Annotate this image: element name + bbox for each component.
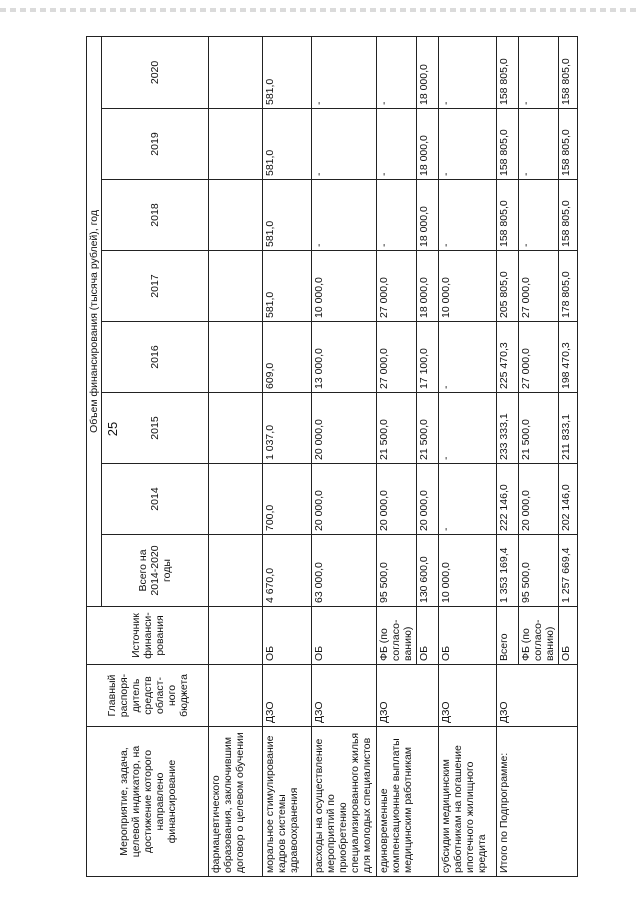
header-manager: Главный распоря-дитель средств област-ного бюджета [87, 665, 209, 727]
cell-year-value: 581,0 [262, 251, 311, 322]
cell-year-value: 581,0 [262, 36, 311, 108]
cell-year-value: 27 000,0 [376, 322, 416, 393]
cell-year-value: 10 000,0 [311, 251, 376, 322]
cell-year-value: 233 333,1 [496, 393, 519, 464]
cell-year-value: - [439, 109, 497, 180]
cell-activity: субсидии медицинским работникам на погашение ипотечного жилищного кредита [439, 727, 497, 877]
cell-year-value: 21 500,0 [376, 393, 416, 464]
cell-year-value: - [376, 36, 416, 108]
cell-year-value: 211 833,1 [559, 393, 578, 464]
scan-edge-artifact [0, 8, 640, 12]
cell-year-value: 27 000,0 [519, 251, 559, 322]
cell-year-value: 158 805,0 [496, 180, 519, 251]
cell-year-value: 609,0 [262, 322, 311, 393]
cell-source: ОБ [311, 607, 376, 665]
table-row [311, 36, 376, 876]
cell-year-value [209, 180, 262, 251]
cell-activity: фармацевтического образования, заключившим договор о целевом обучении [209, 727, 262, 877]
header-year: 2018 [102, 180, 209, 251]
cell-total [209, 535, 262, 607]
cell-year-value: 18 000,0 [416, 36, 439, 108]
cell-year-value: 158 805,0 [559, 180, 578, 251]
table-row [496, 36, 519, 876]
cell-year-value: 158 805,0 [559, 36, 578, 108]
cell-total: 95 500,0 [519, 535, 559, 607]
cell-manager: ДЗО [262, 665, 311, 727]
cell-manager: ДЗО [311, 665, 376, 727]
cell-year-value: 20 000,0 [311, 393, 376, 464]
cell-total: 10 000,0 [439, 535, 497, 607]
cell-year-value: - [311, 180, 376, 251]
cell-total: 1 353 169,4 [496, 535, 519, 607]
header-year: 2019 [102, 109, 209, 180]
cell-year-value: 158 805,0 [559, 109, 578, 180]
cell-year-value: - [519, 36, 559, 108]
cell-year-value: 10 000,0 [439, 251, 497, 322]
cell-year-value [209, 393, 262, 464]
header-activity: Мероприятие, задача, целевой индикатор, на достижение которого направлено финансирование [87, 727, 209, 877]
cell-year-value: 20 000,0 [416, 464, 439, 535]
cell-year-value: 27 000,0 [519, 322, 559, 393]
cell-year-value: 158 805,0 [496, 36, 519, 108]
cell-total: 130 600,0 [416, 535, 439, 607]
cell-year-value: - [439, 393, 497, 464]
cell-activity: единовременные компенсационные выплаты медицинским работникам [376, 727, 439, 877]
cell-total: 95 500,0 [376, 535, 416, 607]
cell-total: 1 257 669,4 [559, 535, 578, 607]
cell-year-value: 20 000,0 [519, 464, 559, 535]
cell-activity: Итого по Подпрограмме: [496, 727, 577, 877]
cell-total: 63 000,0 [311, 535, 376, 607]
cell-year-value: 158 805,0 [496, 109, 519, 180]
cell-manager: ДЗО [496, 665, 577, 727]
cell-year-value: 581,0 [262, 180, 311, 251]
cell-year-value: - [311, 109, 376, 180]
cell-year-value: - [439, 36, 497, 108]
cell-year-value: - [311, 36, 376, 108]
cell-source [209, 607, 262, 665]
cell-year-value [209, 36, 262, 108]
cell-year-value: 18 000,0 [416, 180, 439, 251]
cell-year-value: 18 000,0 [416, 109, 439, 180]
cell-source: ОБ [262, 607, 311, 665]
header-volume: Объем финансирования (тысяча рублей), год [87, 36, 102, 606]
cell-year-value [209, 251, 262, 322]
cell-year-value: - [439, 464, 497, 535]
cell-year-value: 700,0 [262, 464, 311, 535]
cell-activity: моральное стимулирование кадров системы здравоохранения [262, 727, 311, 877]
cell-source: Всего [496, 607, 519, 665]
cell-year-value: 202 146,0 [559, 464, 578, 535]
cell-year-value: 198 470,3 [559, 322, 578, 393]
cell-year-value: 18 000,0 [416, 251, 439, 322]
cell-year-value: 20 000,0 [311, 464, 376, 535]
cell-year-value: - [439, 322, 497, 393]
cell-year-value: 21 500,0 [519, 393, 559, 464]
cell-year-value: 20 000,0 [376, 464, 416, 535]
header-total: Всего на 2014-2020 годы [102, 535, 209, 607]
financing-table-rotated [86, 37, 578, 877]
header-year: 2017 [102, 251, 209, 322]
financing-table [86, 36, 578, 877]
cell-year-value [209, 322, 262, 393]
cell-year-value: 222 146,0 [496, 464, 519, 535]
cell-year-value: - [376, 180, 416, 251]
cell-year-value: 13 000,0 [311, 322, 376, 393]
cell-source: ОБ [559, 607, 578, 665]
cell-year-value: 1 037,0 [262, 393, 311, 464]
table-row [262, 36, 311, 876]
header-year: 2020 [102, 36, 209, 108]
cell-year-value: 581,0 [262, 109, 311, 180]
cell-year-value [209, 109, 262, 180]
cell-manager: ДЗО [376, 665, 439, 727]
cell-source: ОБ [416, 607, 439, 665]
cell-year-value: 178 805,0 [559, 251, 578, 322]
cell-year-value: - [376, 109, 416, 180]
page-number: 25 [105, 421, 120, 437]
cell-year-value: - [519, 109, 559, 180]
table-row [209, 36, 262, 876]
header-row-1 [87, 36, 102, 876]
cell-source: ФБ (по согласо-ванию) [376, 607, 416, 665]
header-year: 2014 [102, 464, 209, 535]
cell-year-value: - [439, 180, 497, 251]
cell-activity: расходы на осуществление мероприятий по приобретению специализированного жилья для молодых специалистов [311, 727, 376, 877]
cell-year-value: - [519, 180, 559, 251]
header-year: 2016 [102, 322, 209, 393]
cell-year-value: 17 100,0 [416, 322, 439, 393]
cell-year-value: 21 500,0 [416, 393, 439, 464]
table-row [376, 36, 416, 876]
table-row [439, 36, 497, 876]
cell-manager: ДЗО [439, 665, 497, 727]
cell-year-value: 27 000,0 [376, 251, 416, 322]
cell-total: 4 670,0 [262, 535, 311, 607]
header-year: 2015 [102, 393, 209, 464]
cell-source: ОБ [439, 607, 497, 665]
cell-source: ФБ (по согласо-ванию) [519, 607, 559, 665]
cell-year-value: 205 805,0 [496, 251, 519, 322]
cell-manager [209, 665, 262, 727]
cell-year-value: 225 470,3 [496, 322, 519, 393]
header-source: Источник финанси-рования [87, 607, 209, 665]
cell-year-value [209, 464, 262, 535]
